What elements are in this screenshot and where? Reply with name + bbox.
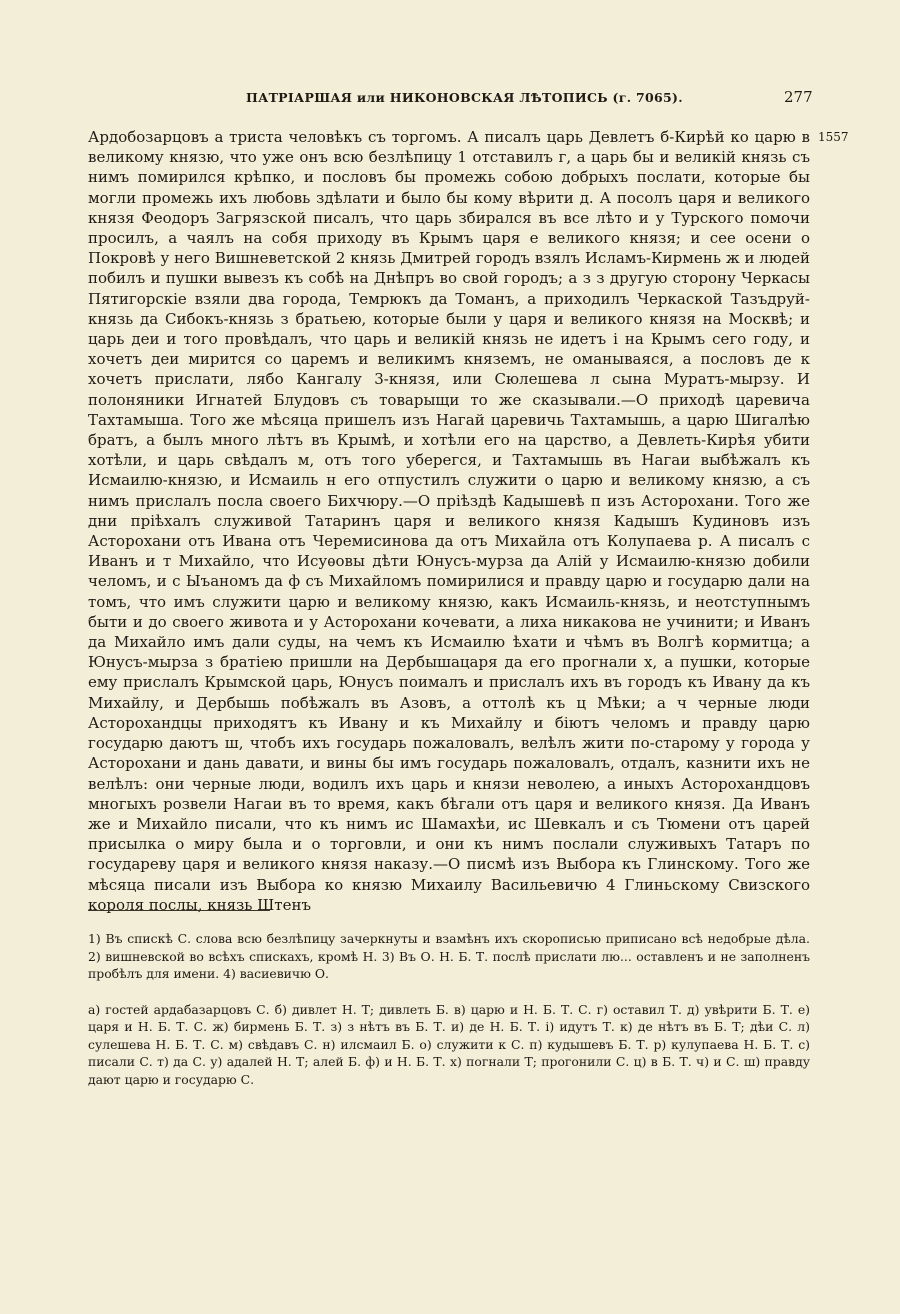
main-paragraph: Ардобозарцовъ а триста человѣкъ съ торгомъ. А писалъ царь Девлетъ б-Кирѣй ко царю в великому князю, что уже онъ всю безлѣпицу 1 отставилъ г, а царь бы и великій князь съ нимъ помирился крѣпко, и пословъ бы промежь собою добрыхъ послати, которые бы могли промежь ихъ любовь здѣлати и было бы кому вѣрити д. А посолъ царя и великого князя Феодоръ Загрязской писалъ, что царь збирался въ все лѣто и у Турского помочи просилъ, а чаялъ на собя приходу въ Крымъ царя е великого князя; и сее осени о Покровѣ у него Вишневетской 2 князь Дмитрей городъ взялъ Исламъ-Кирмень ж и людей побилъ и пушки вывезъ къ собѣ на Днѣпръ во свой городъ; а з з другую сторону Черкасы Пятигорскіе взяли два города, Темрюкъ да Томанъ, а приходилъ Черкаской Тазъдруй-князь да Сибокъ-князь з братьею, которые были у царя и великого князя на Москвѣ; и царь деи и того провѣдалъ, что царь и великій князь не идетъ і на Крымъ сего году, и хочетъ деи мирится со царемъ и великимъ княземъ, не оманываяся, а пословъ де к хочетъ прислати, лябо Кангалу 3-князя, или Сюлешева л сына Муратъ-мырзу. И полоняники Игнатей Блудовъ съ товарыщи то же сказывали.—О приходѣ царевича Тахтамыша. Того же мѣсяца пришелъ изъ Нагай царевичь Тахтамышь, а царю Шигалѣю братъ, а былъ много лѣтъ въ Крымѣ, и хотѣли его на царство, а Девлеть-Кирѣя убити хотѣли, и царь свѣдалъ м, отъ того уберегся, и Тахтамышь въ Нагаи выбѣжалъ къ Исмаилю-князю, и Исмаиль н его отпустилъ служити о царю и великому князю, а съ нимъ прислалъ посла своего Бихчюру.—О пріѣздѣ Кадышевѣ п изъ Асторохани. Того же дни пріѣхалъ служивой Татаринъ царя и великого князя Кадышъ Кудиновъ изъ Асторохани отъ Ивана отъ Черемисинова да отъ Михайла отъ Колупаева р. А писалъ с Иванъ и т Михайло, что Исуѳовы дѣти Юнусъ-мурза да Алій у Исмаилю-князю добили челомъ, и с Ыъаномъ да ф съ Михайломъ помирилися и правду царю и государю дали на томъ, что имъ служити царю и великому князю, какъ Исмаиль-князь, и неотступнымъ быти и до своего живота и у Асторохани кочевати, а лиха никакова не учинити; и Иванъ да Михайло имъ дали суды, на чемъ къ Исмаилю ѣхати и чѣмъ въ Волгѣ кормитца; а Юнусъ-мырза з братіею пришли на Дербышацаря да его прогнали х, а пушки, которые ему прислалъ Крымской царь, Юнусъ поималъ и прислалъ ихъ въ городъ къ Ивану да къ Михайлу, и Дербышь побѣжалъ въ Азовъ, а оттолѣ къ ц Мѣки; а ч черные люди Асторохандцы приходятъ къ Ивану и къ Михайлу и біютъ челомъ и правду царю государю даютъ ш, чтобъ ихъ государь пожаловалъ, велѣлъ жити по-старому у города у Асторохани и дань давати, и вины бы имъ государь пожаловалъ, отдалъ, казнити ихъ не велѣлъ: они черные люди, водилъ ихъ царь и князи неволею, а иныхъ Асторохандцовъ многыхъ розвели Нагаи въ то время, какъ бѣгали отъ царя и великого князя. Да Иванъ же и Михайло писали, что къ нимъ ис Шамахѣи, ис Шевкалъ и съ Тюмени отъ царей присылка о миру была и о торговли, и они къ нимъ послали служивыхъ Татаръ по государеву царя и великого князя наказу.—О писмѣ изъ Выбора къ Глинскому. Того же мѣсяца писали изъ Выбора ко князю Михаилу Васильевичю 4 Глиньскому Свизского короля послы, князь Штенъ [88, 128, 810, 914]
variant-readings [88, 1001, 810, 1088]
running-head [246, 90, 683, 105]
main-text-body [88, 127, 810, 915]
numbered-footnotes [88, 930, 810, 983]
footnotes-text: 1) Въ спискѣ С. слова всю безлѣпицу зачеркнуты и взамѣнъ ихъ скорописью приписано всѣ недобрые дѣла. 2) вишневской во всѣхъ спискахъ, кромѣ Н. 3) Въ О. Н. Б. Т. послѣ прислати лю... оставленъ и не заполненъ пробѣлъ для имени. 4) васиевичю О. [88, 931, 810, 982]
margin-year: 1557 [818, 130, 849, 144]
footnote-divider [88, 910, 270, 911]
running-head-title: ПАТРІАРШАЯ или НИКОНОВСКАЯ ЛѢТОПИСЬ (г. 7065). [246, 90, 683, 105]
page-number: 277 [784, 88, 813, 106]
variants-text: а) гостей ардабазарцовъ С. б) дивлет Н. Т; дивлеть Б. в) царю и Н. Б. Т. С. г) оставил Т. д) увѣрити Б. Т. е) царя и Н. Б. Т. С. ж) бирмень Б. Т. з) з нѣтъ въ Б. Т. и) де Н. Б. Т. і) идутъ Т. к) де нѣтъ въ Б. Т; дѣи С. л) сулешева Н. Б. Т. С. м) свѣдавъ С. н) илсмаил Б. о) служити к С. п) кудышевъ Б. Т. р) кулупаева Н. Б. Т. с) писали С. т) да С. у) адалей Н. Т; алей Б. ф) и Н. Б. Т. х) погнали Т; прогонили С. ц) в Б. Т. ч) и С. ш) правду дают царю и государю С. [88, 1002, 810, 1087]
